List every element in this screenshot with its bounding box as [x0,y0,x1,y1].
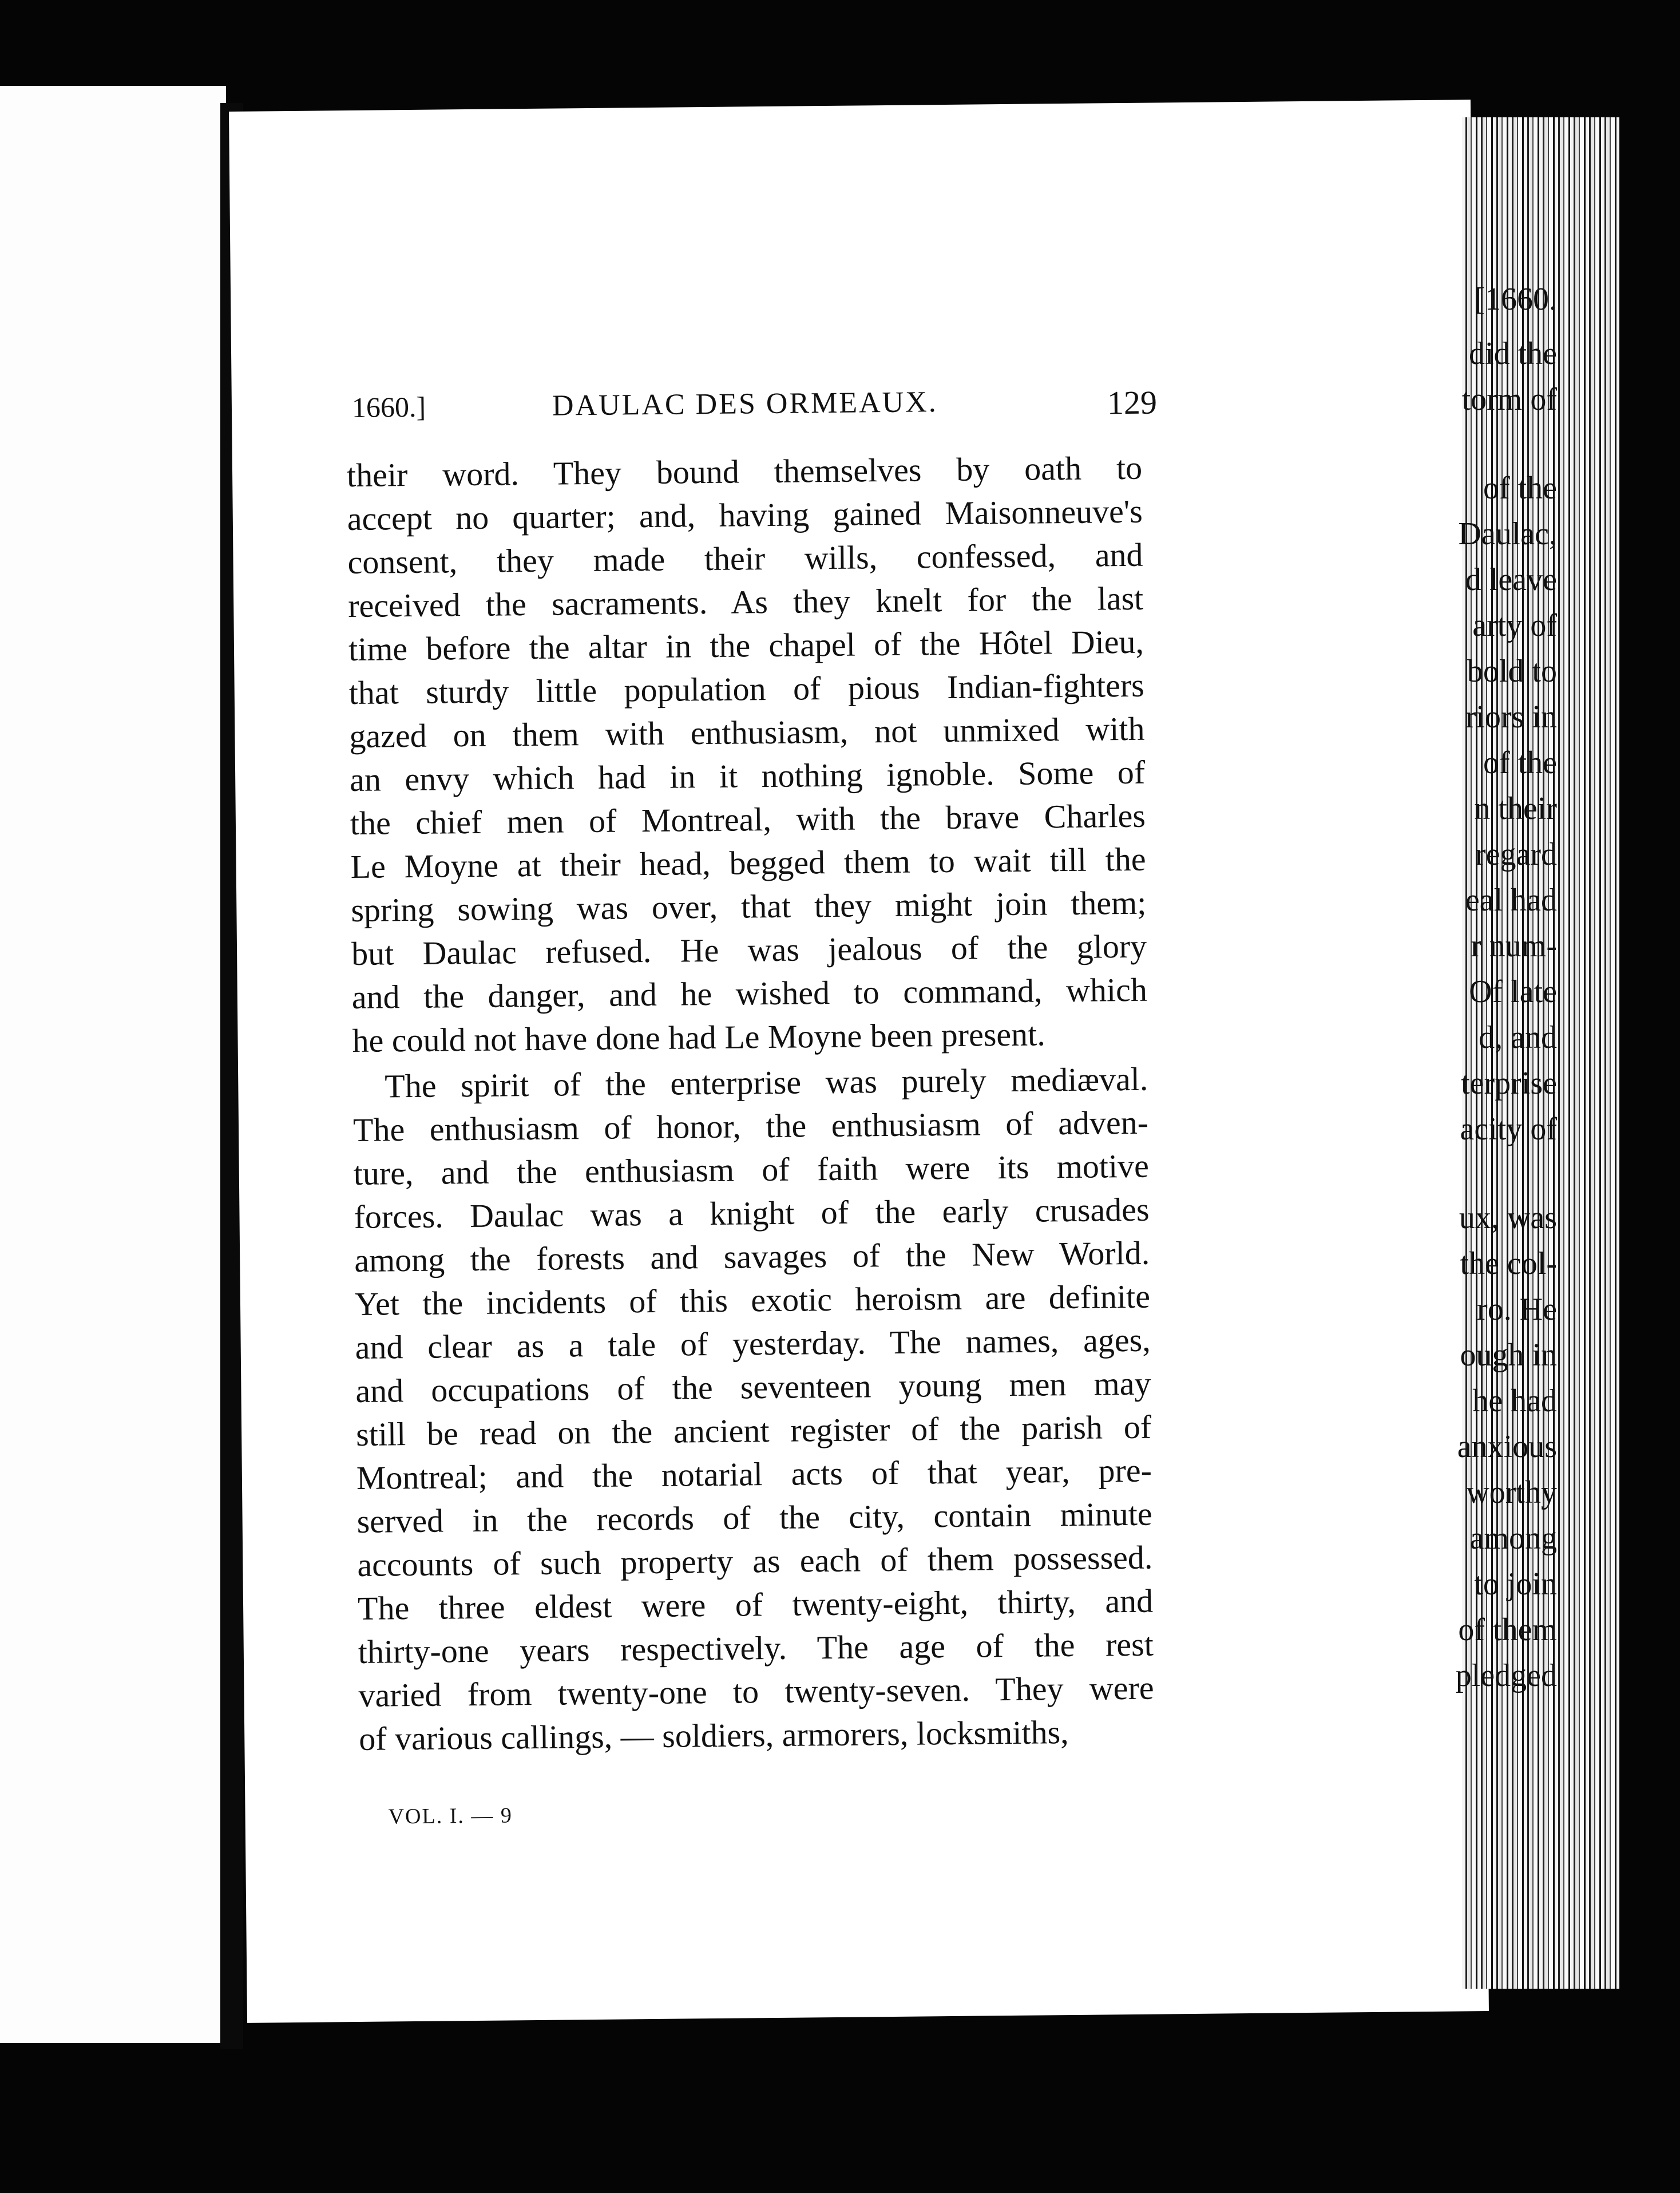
text-line: accounts of such property as each of them possessed. [357,1538,1153,1584]
text-line: forces. Daulac was a knight of the early crusades [354,1190,1150,1236]
text-line: Yet the incidents of this exotic heroism are definite [354,1277,1151,1323]
left-page-line: to join [1474,1566,1557,1602]
left-page-line: r num- [1471,928,1557,964]
text-line: and clear as a tale of yesterday. The names, ages, [355,1321,1151,1366]
text-line: that sturdy little population of pious Indian-fighters [348,666,1145,712]
left-page-line: regard [1475,837,1557,872]
left-page-line: the col- [1460,1246,1557,1281]
body-text [347,446,1155,1761]
left-page-line: ux, was [1459,1200,1557,1236]
text-line: and occupations of the seventeen young men may [355,1364,1151,1410]
text-line: of various callings, — soldiers, armorers, locksmiths, [358,1713,1069,1757]
left-page [0,86,226,2043]
left-page-line: d, and [1479,1020,1557,1055]
text-line: Montreal; and the notarial acts of that year, pre- [356,1451,1152,1497]
left-page-line: he had [1472,1383,1557,1419]
text-line: the chief men of Montreal, with the brave Charles [350,797,1146,842]
text-line: served in the records of the city, contain minute [356,1495,1152,1540]
left-page-line: did the [1469,336,1557,371]
left-page-line: riors in [1465,699,1557,735]
text-line: their word. They bound themselves by oath to [346,449,1143,494]
left-page-line: d leave [1465,562,1557,597]
left-page-line: ough in [1460,1337,1557,1373]
text-line: Le Moyne at their head, begged them to wait till the [350,840,1146,886]
left-page-line: torm of [1461,382,1557,417]
left-page-line: [1660. [1474,282,1557,317]
header-year: 1660.] [351,390,426,423]
page-number: 129 [1107,383,1158,422]
text-line: received the sacraments. As they knelt for the last [347,579,1144,625]
text-line: an envy which had in it nothing ignoble. Some of [349,753,1146,799]
text-line: and the danger, and he wished to command, which [351,971,1148,1016]
text-line: The three eldest were of twenty-eight, thirty, and [357,1582,1154,1627]
header-title: DAULAC DES ORMEAUX. [552,386,938,422]
left-page-line: acity of [1460,1111,1557,1147]
text-line: The enthusiasm of honor, the enthusiasm of adven- [352,1103,1149,1149]
text-line: he could not have done had Le Moyne been present. [352,1015,1046,1060]
text-line: ture, and the enthusiasm of faith were its motive [353,1147,1150,1192]
text-line: The spirit of the enterprise was purely mediæval. [385,1060,1148,1105]
left-page-line: Daulac, [1458,516,1557,552]
running-header [351,383,1158,437]
left-page-line: among [1469,1521,1557,1556]
left-page-line: pledged [1455,1658,1557,1693]
left-page-line: of the [1483,470,1557,506]
text-line: spring sowing was over, that they might join them; [351,884,1147,929]
left-page-line: of them [1458,1612,1557,1648]
left-page-line: of the [1483,745,1557,781]
text-line: still be read on the ancient register of the parish of [355,1408,1152,1453]
left-page-line: ro. He [1477,1292,1557,1327]
text-line: but Daulac refused. He was jealous of the glory [351,927,1147,973]
signature-mark: VOL. I. — 9 [388,1803,513,1829]
left-page-line: n their [1474,791,1557,826]
left-page-line: terprise [1461,1066,1557,1101]
text-line: accept no quarter; and, having gained Maisonneuve's [347,492,1143,538]
left-page-line: eal had [1465,882,1557,918]
text-line: thirty-one years respectively. The age of the rest [358,1625,1154,1671]
left-page-line: worthy [1466,1475,1557,1510]
text-line: varied from twenty-one to twenty-seven. They were [358,1669,1154,1714]
left-page-line: anxious [1457,1429,1557,1464]
left-page-line: bold to [1467,654,1557,689]
left-page-line: Of late [1469,974,1557,1010]
right-page [229,100,1489,2023]
left-page-line: arty of [1472,608,1557,643]
text-line: consent, they made their wills, confessed, and [347,536,1143,581]
text-line: gazed on them with enthusiasm, not unmixed with [349,710,1145,755]
text-line: time before the altar in the chapel of the Hôtel Dieu, [348,623,1144,668]
text-line: among the forests and savages of the New World. [354,1234,1150,1279]
